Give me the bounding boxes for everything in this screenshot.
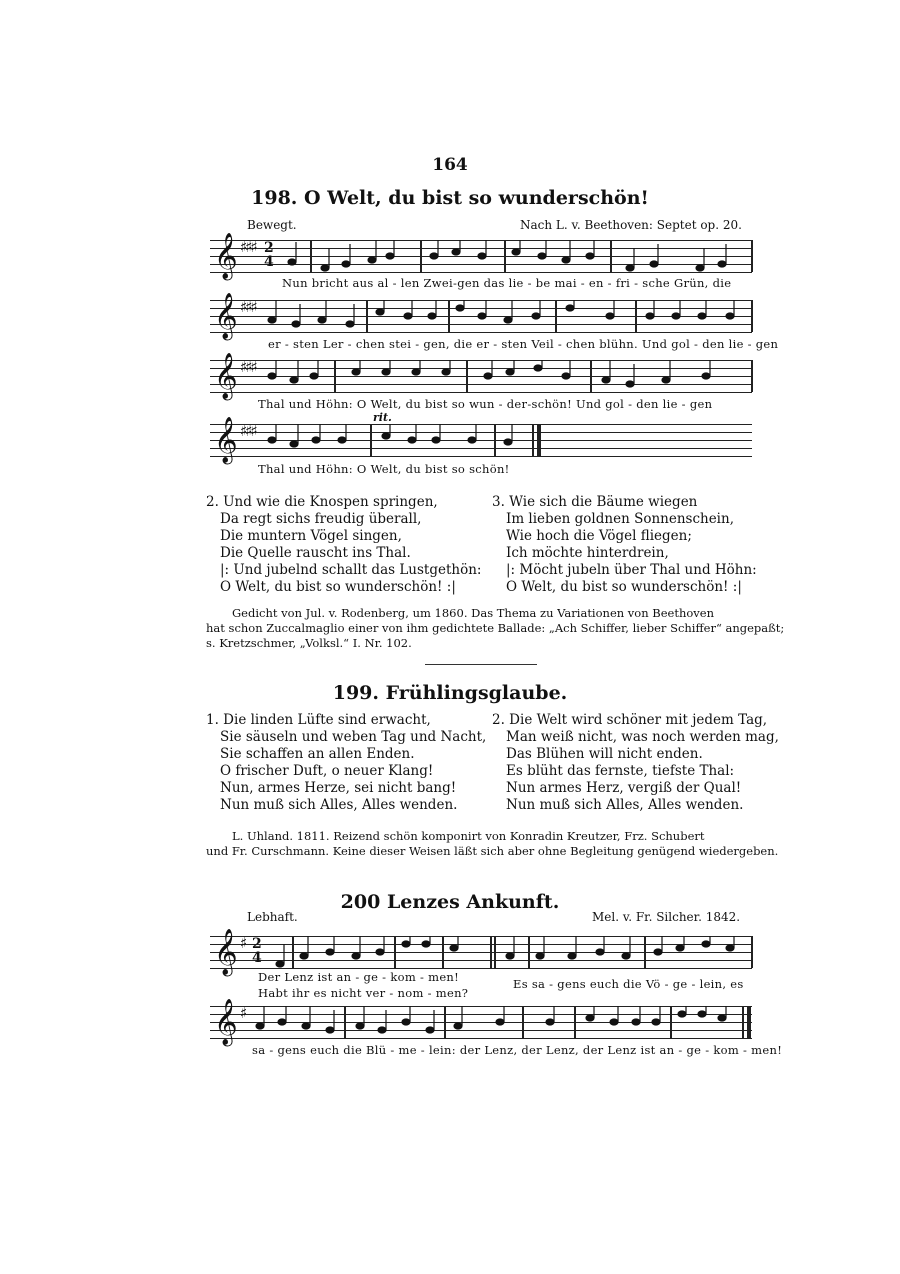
lyric-200-1a: Der Lenz ist an - ge - kom - men! — [258, 970, 460, 984]
divider — [425, 664, 537, 665]
song-199-note: L. Uhland. 1811. Reizend schön komponirt von Konradin Kreutzer, Frz. Schubert und Fr. Curschmann. Keine dieser Weisen läßt sich aber ohne Begleitung genügend wiedergeben. — [206, 829, 779, 858]
song-198-attribution: Nach L. v. Beethoven: Septet op. 20. — [520, 218, 742, 232]
song-199-stanza-2: 2. Die Welt wird schöner mit jedem Tag, Man weiß nicht, was noch werden mag, Das Blühen will nicht enden. Es blüht das fernste, tiefste Thal: Nun armes Herz, vergiß der Qual! Nun muß sich Alles, Alles wenden. — [492, 712, 779, 813]
staff-198-3 — [210, 353, 752, 400]
song-198-stanza-2: 2. Und wie die Knospen springen, Da regt sichs freudig überall, Die muntern Vögel singen, Die Quelle rauscht ins Thal. |: Und jubelnd schallt das Lustgethön: O Welt, du bist so wunderschön! :| — [206, 494, 482, 595]
ritardando-mark: rit. — [373, 411, 392, 424]
treble-clef-icon: 𝄞 — [214, 293, 238, 339]
treble-clef-icon: 𝄞 — [214, 999, 238, 1045]
key-signature: ♯ — [240, 1004, 246, 1022]
treble-clef-icon: 𝄞 — [214, 353, 238, 399]
key-signature: ♯♯♯ — [240, 238, 256, 256]
lyric-200-1b: Habt ihr es nicht ver - nom - men? — [258, 986, 469, 1000]
song-200-attribution: Mel. v. Fr. Silcher. 1842. — [592, 910, 741, 924]
staff-198-2 — [210, 293, 752, 340]
staff-200-2 — [210, 999, 752, 1046]
notes-198-1 — [210, 240, 752, 280]
song-200-tempo: Lebhaft. — [247, 910, 298, 924]
notes-198-2 — [210, 300, 752, 340]
lyric-198-4: Thal und Höhn: O Welt, du bist so schön! — [258, 462, 510, 476]
treble-clef-icon: 𝄞 — [214, 233, 238, 279]
page-number: 164 — [432, 155, 468, 175]
notes-198-3 — [210, 360, 752, 400]
key-signature: ♯ — [240, 934, 246, 952]
key-signature: ♯♯♯ — [240, 422, 256, 440]
song-198-stanza-3: 3. Wie sich die Bäume wiegen Im lieben goldnen Sonnenschein, Wie hoch die Vögel fliegen; Ich möchte hinterdrein, |: Möcht jubeln über Thal und Höhn: O Welt, du bist so wunderschön! :| — [492, 494, 757, 595]
notes-198-4 — [210, 424, 752, 464]
treble-clef-icon: 𝄞 — [214, 417, 238, 463]
lyric-198-3: Thal und Höhn: O Welt, du bist so wun - der-schön! Und gol - den lie - gen — [258, 397, 713, 411]
time-signature: 2 4 — [264, 240, 274, 270]
song-200-title: 200 Lenzes Ankunft. — [340, 891, 560, 913]
treble-clef-icon: 𝄞 — [214, 929, 238, 975]
time-signature: 2 4 — [252, 936, 262, 966]
song-198-tempo: Bewegt. — [247, 218, 297, 232]
key-signature: ♯♯♯ — [240, 358, 256, 376]
staff-198-1 — [210, 233, 752, 280]
song-198-title: 198. O Welt, du bist so wunderschön! — [251, 187, 649, 209]
song-199-title: 199. Frühlingsglaube. — [332, 682, 568, 704]
lyric-200-2: sa - gens euch die Blü - me - lein: der Lenz, der Lenz, der Lenz ist an - ge - kom - men! — [252, 1043, 783, 1057]
key-signature: ♯♯♯ — [240, 298, 256, 316]
song-199-stanza-1: 1. Die linden Lüfte sind erwacht, Sie säuseln und weben Tag und Nacht, Sie schaffen an allen Enden. O frischer Duft, o neuer Klang! Nun, armes Herze, sei nicht bang! Nun muß sich Alles, Alles wenden. — [206, 712, 487, 813]
lyric-198-1: Nun bricht aus al - len Zwei-gen das lie - be mai - en - fri - sche Grün, die — [282, 276, 732, 290]
lyric-198-2: er - sten Ler - chen stei - gen, die er - sten Veil - chen blühn. Und gol - den lie - gen — [268, 337, 779, 351]
lyric-200-1c: Es sa - gens euch die Vö - ge - lein, es — [513, 977, 744, 991]
song-198-note: Gedicht von Jul. v. Rodenberg, um 1860. Das Thema zu Variationen von Beethoven hat schon Zuccalmaglio einer von ihm gedichtete Ballade: „Ach Schiffer, lieber Schiffer“ angepaßt; s. Kretzschmer, „Volksl.“ I. Nr. 102. — [206, 606, 785, 650]
